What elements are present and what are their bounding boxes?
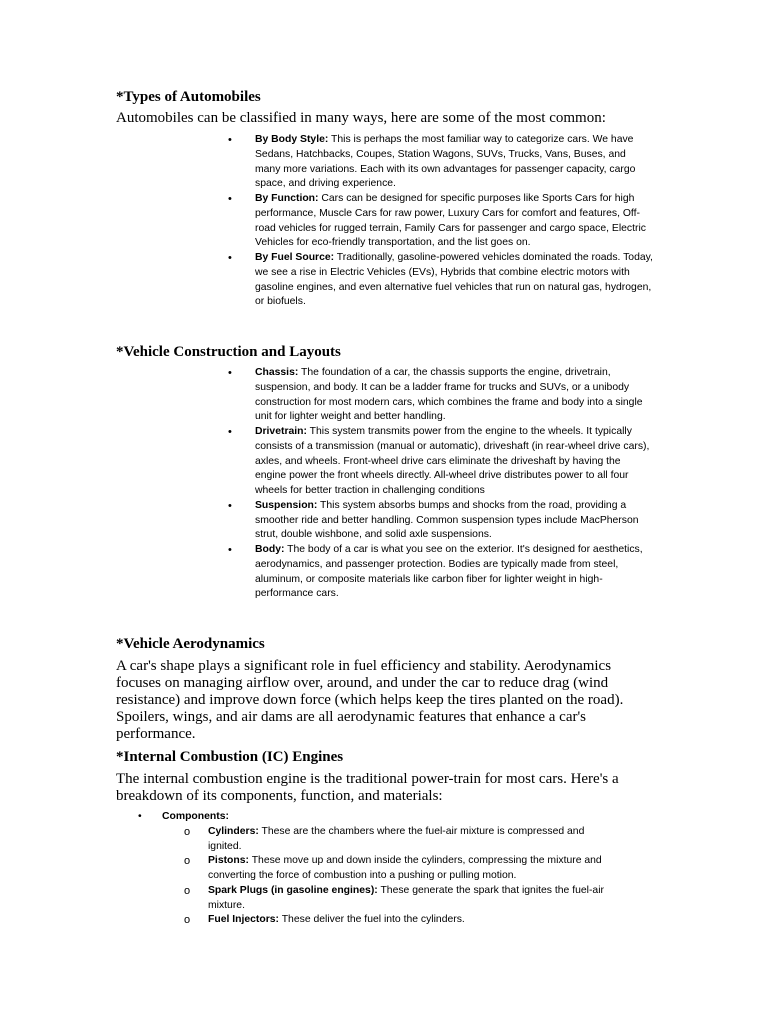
- list-item: [138, 810, 638, 928]
- circle-bullet-icon: o: [184, 855, 191, 868]
- item-term: Cylinders:: [208, 825, 259, 837]
- item-term: Suspension:: [255, 499, 318, 511]
- aero-body: A car's shape plays a significant role in fuel efficiency and stability. Aerodynamics focuses on managing airflow over, around, and under the car to reduce drag (wind resistance) and improve down force (which helps keep the tires planted on the road). Spoilers, wings, and air dams are all aerodynamic features that enhance a car's performance.: [116, 658, 624, 742]
- components-label: Components:: [162, 811, 229, 822]
- bullet-icon: •: [228, 134, 232, 146]
- heading-vehicle-construction: *Vehicle Construction and Layouts: [116, 344, 341, 360]
- item-term: Drivetrain:: [255, 426, 307, 437]
- heading-vehicle-aerodynamics: *Vehicle Aerodynamics: [116, 636, 265, 652]
- sub-list-item: [184, 913, 614, 928]
- item-text: Cars can be designed for specific purposes like Sports Cars for high performance, Muscle Cars for raw power, Luxury Cars for comfort and features, Off-road vehicles for rugged terrain, Family Cars for passenger and cargo space, Electric Vehicles for eco-friendly transportation, and the list goes on.: [255, 193, 646, 249]
- heading-ic-engines: *Internal Combustion (IC) Engines: [116, 749, 344, 765]
- types-intro: Automobiles can be classified in many ways, here are some of the most common:: [116, 110, 606, 126]
- sub-list-item: [184, 854, 614, 884]
- item-term: Body:: [255, 544, 285, 555]
- circle-bullet-icon: o: [184, 825, 191, 838]
- list-item: [228, 543, 653, 602]
- list-item: [228, 499, 653, 543]
- item-text: These deliver the fuel into the cylinders.: [279, 914, 465, 926]
- bullet-icon: •: [228, 193, 232, 205]
- heading-types-of-automobiles: *Types of Automobiles: [116, 89, 261, 105]
- item-term: By Body Style:: [255, 134, 329, 145]
- item-term: Pistons:: [208, 855, 249, 867]
- sub-list-item: [184, 825, 614, 855]
- item-term: Chassis:: [255, 367, 299, 378]
- bullet-icon: •: [228, 252, 232, 264]
- construction-list: [228, 366, 653, 602]
- item-text: The body of a car is what you see on the exterior. It's designed for aesthetics, aerodynamics, and passenger protection. Bodies are typically made from steel, aluminum, or composite materials like carbon fiber for lighter weight in high-performance cars.: [255, 544, 643, 600]
- item-term: By Fuel Source:: [255, 252, 335, 263]
- item-text: These are the chambers where the fuel-air mixture is compressed and ignited.: [208, 825, 585, 852]
- list-item: [228, 192, 653, 251]
- ic-components-list: [138, 810, 638, 928]
- bullet-icon: •: [228, 499, 232, 512]
- item-term: By Function:: [255, 193, 319, 204]
- bullet-icon: •: [228, 426, 232, 438]
- list-item: [228, 251, 653, 310]
- item-term: Fuel Injectors:: [208, 914, 280, 926]
- item-text: The foundation of a car, the chassis supports the engine, drivetrain, suspension, and body. It can be a ladder frame for trucks and SUVs, or a unibody construction for most modern cars, which combines the frame and body into a single unit for lighter weight and better handling.: [255, 367, 643, 423]
- item-term: Spark Plugs (in gasoline engines):: [208, 884, 378, 896]
- item-text: This system absorbs bumps and shocks from the road, providing a smoother ride and better handling. Common suspension types include MacPherson strut, double wishbone, and solid axle suspensions.: [255, 499, 639, 541]
- list-item: [228, 133, 653, 192]
- item-text: These generate the spark that ignites the fuel-air mixture.: [208, 884, 604, 911]
- circle-bullet-icon: o: [184, 884, 191, 897]
- bullet-icon: •: [228, 544, 232, 556]
- sub-list-item: [184, 884, 614, 914]
- list-item: [228, 366, 653, 425]
- circle-bullet-icon: o: [184, 914, 191, 927]
- types-list: [228, 133, 653, 310]
- item-text: This system transmits power from the engine to the wheels. It typically consists of a transmission (manual or automatic), driveshaft (in rear-wheel drive cars), axles, and wheels. Front-wheel drive cars eliminate the driveshaft by having the engine power the front wheels directly. All-wheel drive distributes power to all four wheels for better traction in challenging conditions: [255, 426, 650, 496]
- ic-body: The internal combustion engine is the traditional power-train for most cars. Here's a breakdown of its components, function, and materials:: [116, 771, 619, 804]
- item-text: Traditionally, gasoline-powered vehicles dominated the roads. Today, we see a rise in Electric Vehicles (EVs), Hybrids that combine electric motors with gasoline engines, and even alternative fuel vehicles that run on natural gas, hydrogen, or biofuels.: [255, 252, 653, 308]
- components-sublist: [184, 825, 614, 928]
- item-text: This is perhaps the most familiar way to categorize cars. We have Sedans, Hatchbacks, Coupes, Station Wagons, SUVs, Trucks, Vans, Buses, and many more variations. Each with its own advantages for passenger capacity, cargo space, and driving experience.: [255, 134, 636, 190]
- list-item: [228, 425, 653, 499]
- bullet-icon: •: [228, 367, 232, 379]
- bullet-icon: •: [138, 811, 142, 822]
- item-text: These move up and down inside the cylinders, compressing the mixture and converting the force of combustion into a pushing or pulling motion.: [208, 855, 602, 881]
